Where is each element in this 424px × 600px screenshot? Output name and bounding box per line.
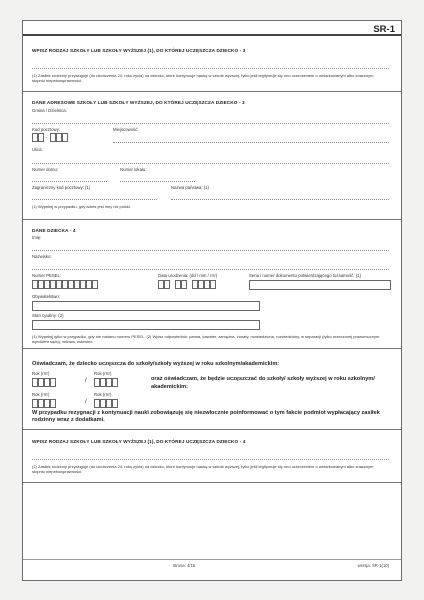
section1-footnote: (1) Zasiłek rodzinny przysługuje (do ukończenia 24. roku życia) na dziecko, które kontynuuje naukę w szkole wyższej, tylko jeśli legitymuje się ono orzeczeniem o umiarkowanym albo znacznym stopniu niepełnosprawności.: [32, 73, 374, 84]
gmina-field[interactable]: [32, 123, 389, 124]
char-box[interactable]: [50, 378, 56, 387]
year-label: Rok (rrrr): [32, 392, 50, 397]
divider: [23, 219, 401, 220]
page-number: strona: 4/15: [173, 563, 196, 568]
foreign-postal-label: Zagraniczny kod pocztowy: (1): [32, 185, 91, 190]
section1-heading: WPISZ RODZAJ SZKOŁY LUB SZKOŁY WYŻSZEJ (1), DO KTÓREJ UCZĘSZCZA DZIECKO - 3: [32, 48, 246, 53]
marital-status-label: Stan cywilny: (2): [32, 313, 64, 318]
school-type-field[interactable]: [32, 68, 389, 69]
top-rule: [23, 34, 401, 36]
apartment-number-label: Numer lokalu:: [120, 167, 147, 172]
char-box[interactable]: [112, 399, 118, 408]
section2-footnote: (1) Wypełnij w przypadku, gdy adres jest inny niż polski.: [32, 204, 131, 209]
year-label: Rok (rrrr): [32, 371, 50, 376]
char-box[interactable]: [112, 378, 118, 387]
city-label: Miejscowość:: [113, 127, 139, 132]
postal-digit[interactable]: [62, 133, 68, 142]
char-box[interactable]: [50, 399, 56, 408]
section4-footnote: (1) Zasiłek rodzinny przysługuje (do ukończenia 24. roku życia) na dziecko, które kontynuuje naukę w szkole wyższej, tylko jeśli legitymuje się ono orzeczeniem o umiarkowanym albo znacznym stopniu niepełnosprawności.: [32, 464, 374, 475]
divider: [23, 91, 401, 92]
id-document-field[interactable]: [249, 280, 391, 290]
char-box[interactable]: [210, 280, 216, 289]
char-box[interactable]: [164, 280, 170, 289]
form-code: SR-1: [373, 24, 395, 35]
school-type-field-4[interactable]: [32, 459, 389, 460]
statement-warning: W przypadku rezygnacji z kontynuacji nauki zobowiązuję się niezwłocznie poinformować o tym fakcie podmiot wypłacający zasiłek rodzinny wraz z dodatkami.: [32, 410, 380, 423]
divider: [23, 429, 401, 430]
section3-heading: DANE DZIECKA - 4: [32, 228, 76, 233]
divider: [23, 482, 401, 483]
marital-status-field[interactable]: [32, 320, 260, 330]
country-field[interactable]: [171, 199, 389, 200]
street-field[interactable]: [32, 163, 389, 164]
section3-footnote: (1) Wypełnij tylko w przypadku, gdy nie nadano numeru PESEL. (2) Wpisz odpowiednio: panna, kawaler, zamężna, żonaty, rozwiedziona, rozwiedziony, w separacji (tylko orzeczonej prawomocnym wyrokiem sądu), wdowa, wdowiec.: [32, 334, 380, 345]
postal-digit[interactable]: [38, 133, 44, 142]
house-number-field[interactable]: [32, 181, 107, 182]
section4-heading: WPISZ RODZAJ SZKOŁY LUB SZKOŁY WYŻSZEJ (1), DO KTÓREJ UCZĘSZCZA DZIECKO - 4: [32, 439, 246, 444]
postal-code-label: Kod pocztowy:: [32, 127, 60, 132]
year-label: Rok (rrrr): [94, 392, 112, 397]
citizenship-field[interactable]: [32, 301, 260, 311]
foreign-postal-field[interactable]: [32, 199, 157, 200]
statement-line2a: oraz oświadczam, że będzie uczęszczać do szkoły/ szkoły wyższej w roku szkolnym/: [151, 376, 375, 382]
birth-date-label: Data urodzenia: (dd / mm / rrrr): [158, 273, 218, 278]
first-name-field[interactable]: [32, 250, 389, 251]
divider: [23, 348, 401, 349]
house-number-label: Numer domu:: [32, 167, 59, 172]
apartment-number-field[interactable]: [120, 181, 195, 182]
last-name-field[interactable]: [32, 269, 389, 270]
year-label: Rok (rrrr): [94, 371, 112, 376]
last-name-label: Nazwisko:: [32, 254, 52, 259]
form-page: SR-1 WPISZ RODZAJ SZKOŁY LUB SZKOŁY WYŻSZEJ (1), DO KTÓREJ UCZĘSZCZA DZIECKO - 3 (1) Zasiłek rodzinny przysługuje (do ukończenia 24. roku życia) na dziecko, które kontynuuje naukę w szkole wyższej, tylko jeśli legitymuje się ono orzeczeniem o umiarkowanym albo znacznym stopniu niepełnosprawności. DANE ADRESOWE SZKOŁY LUB SZKOŁY WYŻSZEJ, DO KTÓREJ UCZĘSZCZA DZIECKO - 3 Gmina / Dzielnica: Kod pocztowy: - Miejscowość: Ulica: Numer domu: Numer lokalu: Zagraniczny kod pocztowy: (1) Nazwa państwa: (1) (1) Wypełnij w przypadku, gdy adres jest inny niż polski. DANE DZIECKA - 4 Imię: Nazwisko: Numer PESEL: Data urodzenia: (dd / mm / rrrr) Seria i numer dokumentu potwierdzającego tożsamość: (1) Obywatelstwo: Stan cywilny: (2) (1) Wypełnij tylko w przypadku, gdy nie nadano numeru PESEL. (2) Wpisz odpowiednio: panna, kawaler, zamężna, żonaty, rozwiedziona, rozwiedziony, w separacji (tylko orzeczonej prawomocnym wyrokiem sądu), wdowa, wdowiec. Oświadczam, że dziecko uczęszcza do szkoły/szkoły wyższej w roku szkolnym/akademickim: Rok (rrrr) Rok (rrrr) / oraz oświadczam, że będzie uczęszczać do szkoły/ szkoły wyższej w roku szkolnym/ akademickim: Rok (rrrr) Rok (rrrr) / W przypadku rezygnacji z kontynuacji nauki zobowiązuję się niezwłocznie poinformować o tym fakcie podmiot wypłacający zasiłek rodzinny wraz z dodatkami. WPISZ RODZAJ SZKOŁY LUB SZKOŁY WYŻSZEJ (1), DO KTÓREJ UCZĘSZCZA DZIECKO - 4 (1) Zasiłek rodzinny przysługuje (do ukończenia 24. roku życia) na dziecko, które kontynuuje naukę w szkole wyższej, tylko jeśli legitymuje się ono orzeczeniem o umiarkowanym albo znacznym stopniu niepełnosprawności. strona: 4/15 wersja: SR-1(10): [22, 20, 402, 581]
form-version: wersja: SR-1(10): [357, 563, 389, 568]
statement-line1: Oświadczam, że dziecko uczęszcza do szkoły/szkoły wyższej w roku szkolnym/akademickim:: [32, 361, 280, 367]
city-field[interactable]: [113, 142, 389, 143]
pesel-label: Numer PESEL:: [32, 273, 62, 278]
street-label: Ulica:: [32, 147, 43, 152]
country-label: Nazwa państwa: (1): [171, 185, 209, 190]
char-box[interactable]: [181, 280, 187, 289]
footer-rule: [23, 559, 401, 560]
id-document-label: Seria i numer dokumentu potwierdzającego tożsamość: (1): [249, 273, 362, 278]
section2-heading: DANE ADRESOWE SZKOŁY LUB SZKOŁY WYŻSZEJ, DO KTÓREJ UCZĘSZCZA DZIECKO - 3: [32, 100, 245, 105]
statement-line2b: akademickim:: [151, 384, 189, 390]
first-name-label: Imię:: [32, 235, 42, 240]
citizenship-label: Obywatelstwo:: [32, 294, 60, 299]
gmina-label: Gmina / Dzielnica:: [32, 108, 67, 113]
char-box[interactable]: [92, 280, 98, 289]
